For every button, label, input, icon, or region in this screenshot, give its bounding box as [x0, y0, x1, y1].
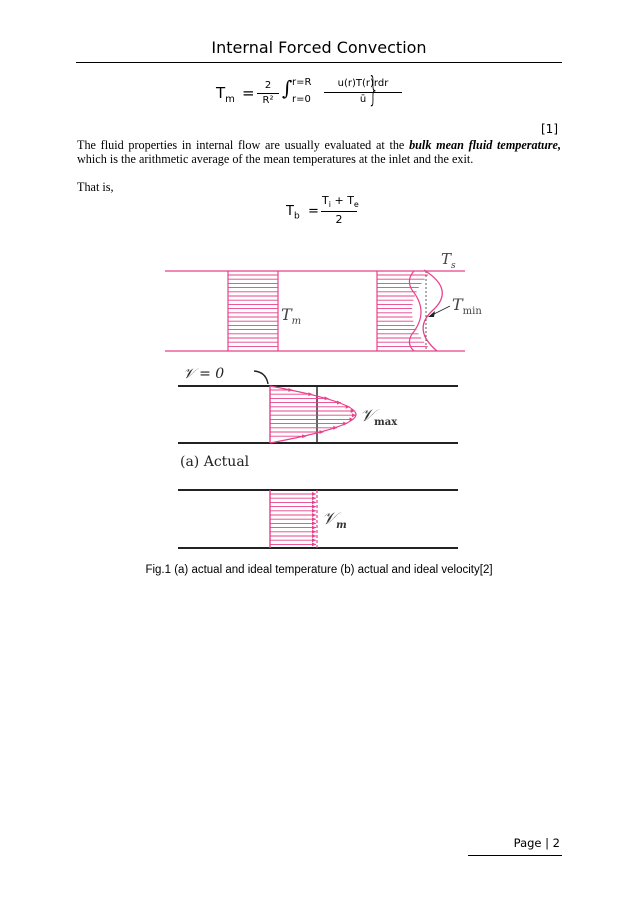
velocity-ideal-arrow-head — [312, 509, 316, 513]
eq1-number: [1] — [541, 122, 558, 136]
v0-pointer — [254, 371, 268, 384]
eq2-lhs: $T_b$ — [286, 204, 300, 222]
uniform-temperature-profile — [228, 271, 278, 351]
document-header-title: Internal Forced Convection — [211, 38, 427, 57]
figure-caption: Fig.1 (a) actual and ideal temperature (b) actual and ideal velocity[2] — [145, 564, 493, 576]
label-tm: $T_m$ — [281, 305, 302, 327]
label-actual: (a) Actual — [180, 454, 250, 470]
eq1-integrand-num: u(r)T(r)rdr — [337, 78, 389, 89]
temperature-panel — [165, 270, 465, 351]
eq1-brace: } — [368, 70, 379, 110]
eq1-integrand-den: ū — [359, 94, 367, 105]
velocity-ideal-arrow-head — [312, 538, 316, 542]
velocity-ideal-arrow-head — [312, 496, 316, 500]
eq1-lhs: $T_m$ — [216, 84, 235, 105]
velocity-ideal-arrow-head — [312, 500, 316, 504]
eq2-equals: = — [308, 204, 319, 219]
eq1-integral-sign: ∫ — [282, 76, 293, 100]
footer-rule — [468, 855, 562, 856]
temp-actual-curve — [423, 270, 442, 351]
label-vmax: 𝒱$_{max}$ — [360, 406, 398, 428]
eq1-equals: = — [242, 84, 255, 102]
eq1-lower-limit: r=0 — [292, 94, 311, 105]
label-v0: 𝒱 = 0 — [183, 366, 225, 382]
velocity-ideal-arrow-head — [312, 505, 316, 509]
paragraph-emphasis: bulk mean fluid temperature, — [409, 138, 561, 152]
paragraph-text-1: The fluid properties in internal flow are usually evaluated at the — [77, 138, 410, 152]
eq2-denominator: 2 — [335, 213, 343, 226]
eq1-frac-den: R² — [262, 95, 274, 106]
velocity-ideal-arrow-head — [312, 534, 316, 538]
velocity-ideal-arrow-head — [312, 542, 316, 546]
label-ts: $T_s$ — [441, 250, 456, 271]
velocity-ideal-arrow-head — [312, 521, 316, 525]
velocity-ideal-arrow-head — [312, 492, 316, 496]
velocity-ideal-arrows — [270, 492, 316, 546]
page-footer-label: Page | 2 — [513, 836, 560, 850]
that-is-text: That is, — [77, 180, 114, 194]
label-vm: 𝒱$_m$ — [322, 509, 347, 531]
velocity-ideal-panel — [178, 490, 458, 548]
velocity-ideal-arrow-head — [312, 526, 316, 530]
eq1-upper-limit: r=R — [292, 77, 312, 88]
eq1-frac-num: 2 — [264, 80, 272, 91]
paragraph-text-2: which is the arithmetic average of the mean temperatures at the inlet and the exit. — [77, 152, 474, 167]
label-tmin: $T_{min}$ — [452, 295, 482, 317]
velocity-ideal-arrow-head — [312, 513, 316, 517]
velocity-ideal-arrow-head — [312, 517, 316, 521]
eq2-numerator: $T_i + T_e$ — [322, 194, 359, 210]
velocity-ideal-arrow-head — [312, 530, 316, 534]
